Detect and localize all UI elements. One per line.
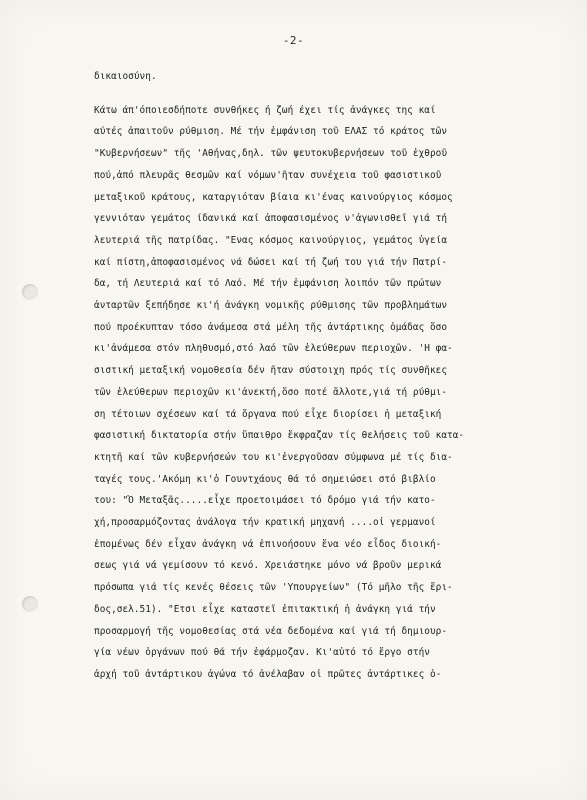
text-line: πού προέκυπταν τόσο ἀνάμεσα στά μέλη τῆς ἀντάρτικης ὁμάδας ὅσο (94, 321, 448, 333)
text-line: δος,σελ.51). "Ετσι εἶχε καταστεῖ ἐπιτακτική ἡ ἀνάγκη γιά τήν (94, 603, 436, 615)
text-line: γία νέων ὀργάνων πού θά τήν ἐφάρμοζαν. Κι'αὐτό τό ἔργο στήν (94, 647, 430, 659)
text-line: καί πίστη,ἀποφασισμένος νά δώσει καί τή ζωή του γιά τήν Πατρί- (94, 256, 448, 268)
text-line: φασιστική δικτατορία στήν ὕπαιθρο ἔκφραζαν τίς θελήσεις τοῦ κατα- (94, 430, 465, 442)
text-line: λευτεριά τῆς πατρίδας. "Ενας κόσμος καινούργιος, γεμάτος ὑγεία (94, 234, 448, 246)
text-line: μεταξικοῦ κράτους, καταργιόταν βίαια κι'ένας καινούργιος κόσμος (94, 191, 453, 203)
text-line: Κάτω άπ'όποιεσδήποτε συνθήκες ή ζωή έχει τίς ἀνάγκες της καί (94, 104, 436, 116)
text-line (94, 88, 564, 100)
text-line: πού,ἀπό πλευρᾶς θεσμῶν καί νόμων'ῆταν συνέχεια τοῦ φασιστικοῦ (94, 169, 442, 181)
text-line: "Κυβερνήσεων" τῆς 'Αθήνας,δηλ. τῶν ψευτοκυβερνήσεων τοῦ ἐχθροῦ (94, 148, 448, 160)
text-line: ἐπομένως δέν εἶχαν ἀνάγκη νά ἐπινοήσουν ἕνα νέο εἶδος διοική- (94, 538, 442, 550)
text-line: τῶν ἐλεύθερων περιοχῶν κι'ἀνεκτή,ὅσο ποτέ ἄλλοτε,γιά τή ρύθμι- (94, 386, 448, 398)
text-line: του: "Ὁ Μεταξᾶς.....εἶχε προετοιμάσει τό δρόμο γιά τήν κατο- (94, 495, 436, 507)
text-line: δα, τή Λευτεριά καί τό Λαό. Μέ τήν ἐμφάνιση λοιπόν τῶν πρώτων (94, 278, 442, 290)
text-line: πρόσωπα γιά τίς κενές θέσεις τῶν 'Υπουργείων" (Τό μῆλο τῆς ἔρι- (94, 582, 453, 594)
text-line: σιστική μεταξική νομοθεσία δέν ῆταν σύστοιχη πρός τίς συνθῆκες (94, 365, 448, 377)
text-line: χή,προσαρμόζοντας ἀνάλογα τήν κρατική μηχανή ....οἱ γερμανοί (94, 517, 436, 529)
punch-hole (22, 596, 38, 612)
text-line: σεως γιά νά γεμίσουν τό κενό. Χρειάστηκε μόνο νά βροῦν μερικά (94, 560, 442, 572)
text-line: προσαρμογή τῆς νομοθεσίας στά νέα δεδομένα καί γιά τή δημιουρ- (94, 625, 448, 637)
page-number: -2- (282, 34, 305, 47)
text-line: ἀρχή τοῦ ἀντάρτικου ἀγώνα τό ἀνέλαβαν οἱ πρῶτες ἀντάρτικες ὁ- (94, 668, 442, 680)
text-line: ση τέτοιων σχέσεων καί τά ὄργανα πού εἶχε διορίσει ἡ μεταξική (94, 408, 442, 420)
text-line: αύτές ἀπαιτοῦν ρύθμιση. Μέ τήν ἐμφάνιση τοῦ ΕΛΑΣ τό κράτος τῶν (94, 126, 448, 138)
body-text (94, 66, 564, 686)
punch-hole (22, 284, 38, 300)
text-line: ἀνταρτῶν ξεπήδησε κι'ή ἀνάγκη νομικῆς ρύθμισης τῶν προβλημάτων (94, 300, 448, 312)
text-line: κι'ἀνάμεσα στόν πληθυσμό,στό λαό τῶν ἐλεύθερων περιοχῶν. 'Η φα- (94, 343, 453, 355)
text-line: δικαιοσύνη. (94, 71, 157, 82)
text-line: κτητῆ καί τῶν κυβερνήσεών του κι'ἐνεργοῦσαν σύμφωνα μέ τίς δια- (94, 451, 453, 463)
text-line: ταγές τους.'Ακόμη κι'ὁ Γουντχάους θά τό σημειώσει στό βιβλίο (94, 473, 436, 485)
text-line: γεννιόταν γεμάτος ίδανικά καί ἀποφασισμένος ν'ἀγωνισθεῖ γιά τή (94, 213, 448, 225)
